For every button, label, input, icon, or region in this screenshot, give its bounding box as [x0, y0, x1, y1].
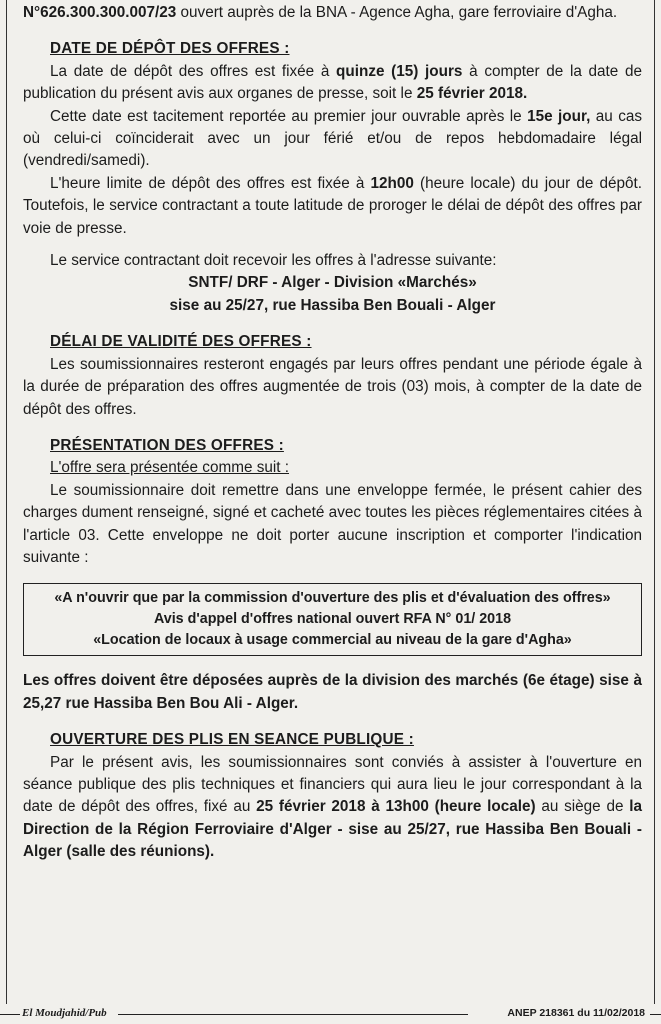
date-paragraph-1: [23, 61, 642, 106]
footer-reference: ANEP 218361 du 11/02/2018: [507, 1007, 645, 1019]
heading-validity: DÉLAI DE VALIDITÉ DES OFFRES :: [50, 333, 312, 351]
text-run: L'heure limite de dépôt des offres est fixée à: [50, 174, 371, 192]
notice-page: [6, 0, 655, 1004]
account-number: N°626.300.300.007/23: [23, 4, 177, 21]
presentation-subtitle: L'offre sera présentée comme suit :: [50, 459, 290, 477]
text-run: (heure locale) du jour de dépôt. Toutefois, le service contractant a toute latitude de proroger le délai de dépôt des offres par voie de presse.: [23, 174, 642, 237]
text-run-bold: la Direction de la Région Ferroviaire d'Alger - sise au 25/27, rue Hassiba Ben Bouali - Alger (salle des réunions).: [23, 798, 642, 861]
text-run-bold: 15e jour,: [527, 107, 591, 125]
date-paragraph-2: [23, 106, 642, 173]
footer-rule-right: [650, 1014, 661, 1015]
text-run: Par le présent avis, les soumissionnaires sont conviés à assister à l'ouverture en séance publique des plis techniques et financiers qui aura lieu le jour correspondant à la date de dépôt des offres, fixé au: [23, 753, 642, 816]
page-footer: [0, 1004, 661, 1024]
text-run: La date de dépôt des offres est fixée à: [50, 62, 337, 80]
text-run: à compter de la date de publication du présent avis aux organes de presse, soit le: [23, 62, 642, 103]
box-line-2: Avis d'appel d'offres national ouvert RFA N° 01/ 2018: [153, 611, 512, 628]
text-run: au siège de: [535, 798, 630, 816]
text-run-bold: quinze (15) jours: [336, 62, 463, 80]
text-run: au cas où celui-ci coïnciderait avec un jour férié et/ou de repos hebdomadaire légal (vendredi/samedi).: [23, 107, 642, 170]
spacer: [23, 240, 642, 250]
date-paragraph-4: Le service contractant doit recevoir les offres à l'adresse suivante:: [50, 252, 497, 270]
footer-source: El Moudjahid/Pub: [22, 1007, 107, 1019]
heading-presentation: PRÉSENTATION DES OFFRES :: [50, 436, 284, 454]
footer-rule-middle: [118, 1014, 468, 1015]
footer-rule-left: [0, 1014, 20, 1015]
box-line-1: «A n'ouvrir que par la commission d'ouverture des plis et d'évaluation des offres»: [54, 590, 611, 607]
box-line-3: «Location de locaux à usage commercial au niveau de la gare d'Agha»: [93, 632, 572, 649]
text-run: Cette date est tacitement reportée au premier jour ouvrable après le: [50, 107, 528, 125]
presentation-paragraph: Le soumissionnaire doit remettre dans une enveloppe fermée, le présent cahier des charges dument renseigné, signé et cacheté avec toutes les pièces réglementaires citées à l'article 03. Cette enveloppe ne doit porter aucune inscription et comporter l'indication suivante :: [23, 481, 642, 566]
address-line-1: SNTF/ DRF - Alger - Division «Marchés»: [188, 274, 477, 292]
text-run-bold: 25 février 2018.: [416, 85, 528, 103]
opening-paragraph: [23, 752, 642, 864]
text-run-bold: 25 février 2018 à 13h00 (heure locale): [256, 798, 536, 816]
heading-date-depot: DATE DE DÉPÔT DES OFFRES :: [50, 40, 290, 58]
address-line-2: sise au 25/27, rue Hassiba Ben Bouali - Alger: [169, 296, 496, 314]
envelope-label-box: [23, 583, 642, 656]
heading-opening: OUVERTURE DES PLIS EN SEANCE PUBLIQUE :: [50, 731, 414, 749]
validity-paragraph: Les soumissionnaires resteront engagés par leurs offres pendant une période égale à la durée de préparation des offres augmentée de trois (03) mois, à compter de la date de dépôt des offres.: [23, 355, 642, 418]
deposit-note: Les offres doivent être déposées auprès de la division des marchés (6e étage) sise à 25,27 rue Hassiba Ben Bou Ali - Alger.: [23, 672, 642, 712]
intro-paragraph: [23, 2, 642, 24]
date-paragraph-3: [23, 173, 642, 240]
text-run-bold: 12h00: [370, 174, 414, 192]
account-rest: ouvert auprès de la BNA - Agence Agha, gare ferroviaire d'Agha.: [176, 4, 618, 21]
